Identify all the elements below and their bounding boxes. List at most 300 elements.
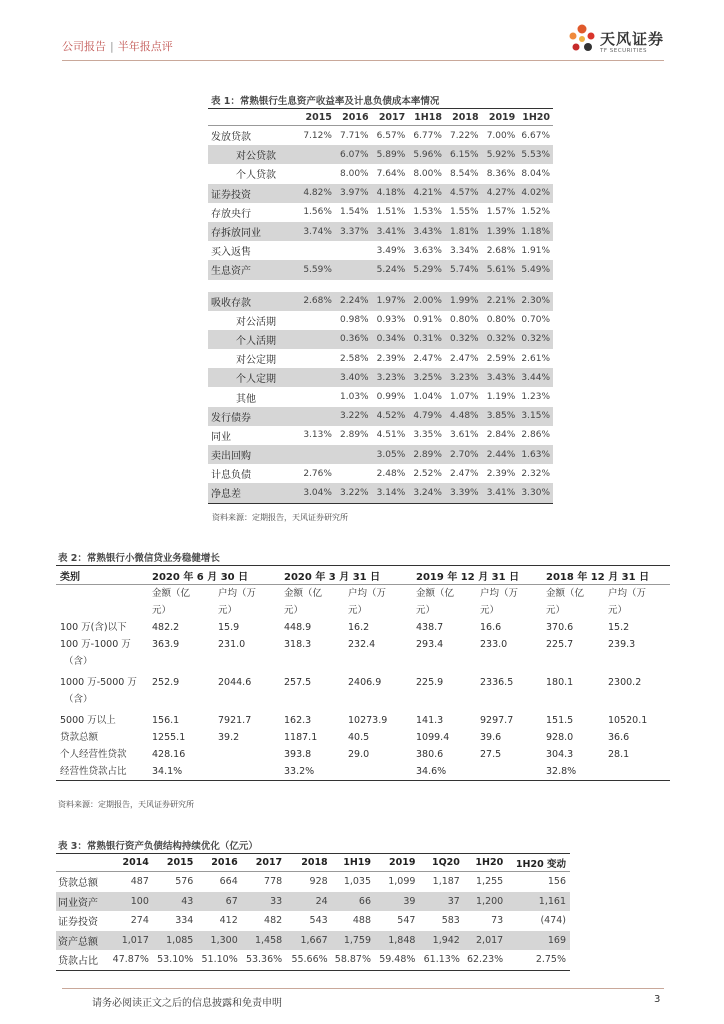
table1-row	[208, 145, 553, 164]
table1-cell: 2.89%	[408, 445, 445, 464]
table2-subheader-average	[214, 585, 280, 620]
table3-cell: 274	[130, 915, 149, 927]
table1-cell: 2.59%	[486, 353, 516, 364]
table1-cell	[298, 387, 335, 406]
table1-row	[208, 184, 553, 203]
table3-cell: 51.10%	[197, 950, 241, 970]
table1-cell: 1.07%	[450, 392, 479, 403]
table3-row	[56, 911, 570, 931]
table3-cell: 1,300	[197, 931, 241, 951]
table2-period-header: 2019 年 12 月 31 日	[412, 566, 542, 585]
table1-cell: 3.04%	[298, 483, 335, 503]
table3-col-header: 2019	[375, 854, 419, 872]
table1-cell: 1.91%	[521, 245, 550, 256]
table1-cell: 4.79%	[408, 407, 445, 426]
table1-cell: 4.52%	[372, 407, 409, 426]
table3-col-header: 2014	[111, 854, 153, 872]
table1-cell: 1.51%	[376, 207, 406, 218]
table1-col-header: 2019	[482, 109, 519, 126]
table1-cell: 3.41%	[372, 222, 409, 241]
table2-sub-amount-line2: 元）	[546, 605, 566, 616]
table1-row-label: 对公定期	[236, 355, 276, 367]
table2-subheader-average	[476, 585, 542, 620]
table3-cell: 576	[175, 876, 194, 888]
table2-cell: 304.3	[546, 749, 574, 760]
table1-cell: 4.57%	[445, 184, 482, 203]
table3-cell: 2,017	[464, 931, 507, 951]
table3-row	[56, 931, 570, 951]
table3-row	[56, 892, 570, 912]
table1-cell: 3.14%	[372, 483, 409, 503]
table1-cell: 1.57%	[486, 207, 516, 218]
table1-cell: 2.47%	[450, 353, 479, 364]
table1-row	[208, 311, 553, 330]
table2-sub-average-line2: 元）	[608, 605, 628, 616]
table1-cell: 2.47%	[450, 468, 479, 479]
table1-cell: 3.63%	[413, 245, 442, 256]
table1-row-label: 对公活期	[236, 316, 276, 328]
table2-cell: 151.5	[546, 715, 574, 726]
table2-cell: 363.9	[152, 639, 180, 650]
table1-cell: 8.36%	[486, 168, 516, 179]
table3-cell: 778	[264, 876, 283, 888]
table2-sub-average-line1: 户均（万	[348, 588, 387, 599]
table1-col-header: 2017	[372, 109, 409, 126]
table1-cell: 2.44%	[482, 445, 519, 464]
table2-row	[56, 763, 670, 781]
table3-cell: 1,085	[153, 931, 197, 951]
table2-sub-average-line1: 户均（万	[608, 588, 647, 599]
table3-cell: 1,458	[242, 931, 286, 951]
table1-cell: 1.54%	[340, 207, 369, 218]
table2-cell: 482.2	[152, 622, 180, 633]
table2-row	[56, 636, 670, 674]
table2-row-label	[56, 674, 148, 712]
table1-cell: 2.61%	[521, 353, 550, 364]
table2-row	[56, 674, 670, 712]
table1-row	[208, 260, 553, 279]
table2-cell: 36.6	[608, 732, 630, 743]
table3-cell: 43	[153, 892, 197, 912]
table2-sub-average-line2: 元）	[218, 605, 238, 616]
table2-sub-amount-line1: 金额（亿	[152, 588, 191, 599]
table1-cell: 7.12%	[303, 130, 332, 141]
table2-sub-amount-line1: 金额（亿	[546, 588, 585, 599]
table3-row-label: 贷款占比	[56, 950, 111, 970]
table1-yield-cost	[208, 108, 553, 504]
table1-cell: 0.32%	[445, 330, 482, 349]
table2-cell	[214, 746, 280, 763]
table2-cell: 156.1	[152, 715, 180, 726]
table3-cell: 53.36%	[242, 950, 286, 970]
table3-col-header: 2018	[286, 854, 332, 872]
table1-row-label: 计息负债	[211, 470, 251, 482]
table2-row	[56, 746, 670, 763]
table2-cell: 232.4	[348, 639, 376, 650]
table1-cell: 0.91%	[413, 315, 442, 326]
table3-cell: 1,200	[464, 892, 507, 912]
table1-row	[208, 330, 553, 349]
table1-cell: 1.23%	[521, 392, 550, 403]
table1-cell: 2.76%	[303, 468, 332, 479]
table2-row	[56, 712, 670, 729]
table3-cell: 61.13%	[419, 950, 463, 970]
table2-caption: 表 2：常熟银行小微信贷业务稳健增长	[58, 553, 220, 564]
table3-col-header: 2015	[153, 854, 197, 872]
table1-cell	[335, 464, 372, 483]
report-subtype: 半年报点评	[117, 40, 173, 53]
table3-cell: 1,848	[375, 931, 419, 951]
table3-cell: 53.10%	[153, 950, 197, 970]
table3-cell: 156	[547, 876, 566, 888]
table3-cell: 1,161	[507, 892, 570, 912]
table1-col-header: 2016	[335, 109, 372, 126]
table1-cell: 6.57%	[376, 130, 406, 141]
table1-cell: 5.92%	[482, 145, 519, 164]
table2-cell: 438.7	[416, 622, 444, 633]
table1-cell	[298, 368, 335, 387]
table1-cell: 1.55%	[450, 207, 479, 218]
table1-group-gap	[208, 280, 553, 292]
table1-row-label: 其他	[236, 393, 256, 405]
table1-cell: 4.82%	[298, 184, 335, 203]
table3-row-label: 贷款总额	[58, 878, 98, 890]
table1-row-label: 证券投资	[208, 184, 298, 203]
table2-row-label-line1: 100 万-1000 万	[60, 639, 131, 650]
table1-cell: 5.24%	[372, 260, 409, 279]
table1-cell: 7.22%	[450, 130, 479, 141]
table1-row-label: 净息差	[208, 483, 298, 503]
table1-row-label: 个人贷款	[236, 170, 276, 182]
table1-cell	[298, 445, 335, 464]
table1-cell: 0.36%	[335, 330, 372, 349]
table2-period-header: 2020 年 3 月 31 日	[280, 566, 412, 585]
table2-subheader-amount	[412, 585, 476, 620]
brand-name-en: TF SECURITIES	[600, 48, 647, 54]
table2-cell: 370.6	[546, 622, 574, 633]
table3-cell: 487	[130, 876, 149, 888]
table1-cell	[335, 241, 372, 260]
table1-cell	[298, 407, 335, 426]
table1-cell: 1.81%	[445, 222, 482, 241]
table1-row	[208, 222, 553, 241]
table2-cell: 28.1	[608, 749, 630, 760]
table1-cell	[335, 445, 372, 464]
table2-cell: 1255.1	[152, 732, 186, 743]
table1-cell: 7.71%	[340, 130, 369, 141]
table3-col-header: 1H20 变动	[507, 854, 570, 872]
table1-row-label: 吸收存款	[208, 292, 298, 311]
table3-cell: 33	[242, 892, 286, 912]
table1-cell: 2.47%	[413, 353, 442, 364]
table1-row-label: 存拆放同业	[208, 222, 298, 241]
table1-row	[208, 407, 553, 426]
table1-cell: 4.18%	[372, 184, 409, 203]
table2-sub-average-line2: 元）	[348, 605, 368, 616]
table3-cell: 73	[491, 915, 504, 927]
table1-cell: 3.22%	[335, 407, 372, 426]
table1-cell	[335, 260, 372, 279]
table1-row	[208, 387, 553, 406]
table3-cell: 62.23%	[464, 950, 507, 970]
table2-sub-average-line2: 元）	[480, 605, 500, 616]
table2-cell: 252.9	[152, 677, 180, 688]
table3-row-label: 资产总额	[56, 931, 111, 951]
table3-cell: 1,255	[476, 876, 504, 888]
table2-sub-average-line1: 户均（万	[480, 588, 519, 599]
table1-cell: 5.89%	[372, 145, 409, 164]
table2-sub-amount-line1: 金额（亿	[416, 588, 455, 599]
table1-cell: 1.18%	[518, 222, 553, 241]
table2-subheader-blank	[56, 585, 148, 620]
table1-cell: 2.70%	[445, 445, 482, 464]
table1-row	[208, 464, 553, 483]
table1-cell	[298, 349, 335, 368]
table3-cell: 1,017	[111, 931, 153, 951]
table1-cell: 1.03%	[340, 392, 369, 403]
table1-cell: 2.32%	[521, 468, 550, 479]
table3-balance-sheet	[56, 853, 570, 971]
table2-cell: 225.7	[546, 639, 574, 650]
table2-subheader-amount	[542, 585, 604, 620]
table3-row	[56, 950, 570, 970]
table1-cell: 2.48%	[376, 468, 406, 479]
table1-cell: 2.86%	[521, 430, 550, 441]
table1-cell: 3.41%	[482, 483, 519, 503]
table1-row	[208, 483, 553, 503]
table1-cell: 0.93%	[376, 315, 406, 326]
table3-caption: 表 3：常熟银行资产负债结构持续优化（亿元）	[58, 841, 258, 852]
table2-row-label-line1: 个人经营性贷款	[60, 749, 127, 760]
table2-cell: 1099.4	[416, 732, 450, 743]
table3-cell: 47.87%	[111, 950, 153, 970]
table3-row-label: 证券投资	[58, 917, 98, 929]
table1-cell: 2.68%	[486, 245, 516, 256]
breadcrumb-separator: |	[110, 40, 114, 53]
table2-cell: 393.8	[284, 749, 312, 760]
table1-cell: 1.19%	[486, 392, 516, 403]
table2-col-category: 类别	[56, 566, 148, 585]
table1-row-label: 存放央行	[211, 208, 251, 220]
table2-cell	[604, 763, 670, 781]
table2-cell: 9297.7	[480, 715, 514, 726]
table3-col-header: 1Q20	[419, 854, 463, 872]
table2-cell: 239.3	[608, 639, 636, 650]
table1-cell: 0.32%	[482, 330, 519, 349]
table2-sub-amount-line2: 元）	[416, 605, 436, 616]
table1-cell: 3.25%	[408, 368, 445, 387]
table3-cell: 24	[286, 892, 332, 912]
table2-row	[56, 619, 670, 636]
table2-cell: 2336.5	[480, 677, 514, 688]
table2-cell: 1187.1	[284, 732, 318, 743]
table2-cell: 2044.6	[218, 677, 252, 688]
table2-cell: 27.5	[480, 749, 502, 760]
table2-cell: 34.1%	[148, 763, 214, 781]
table2-row-label-line1: 100 万(含)以下	[60, 622, 127, 633]
table1-row-label: 买入返售	[211, 247, 251, 259]
table1-row	[208, 164, 553, 183]
table3-cell: 543	[309, 915, 328, 927]
table1-cell: 3.61%	[450, 430, 479, 441]
table1-cell: 2.24%	[335, 292, 372, 311]
table1-row-label: 发行债券	[208, 407, 298, 426]
table2-row-label	[56, 729, 148, 746]
table2-period-header: 2018 年 12 月 31 日	[542, 566, 670, 585]
table1-cell: 3.30%	[518, 483, 553, 503]
header-divider	[62, 60, 664, 61]
table3-col-header	[56, 854, 111, 872]
table1-cell: 2.30%	[518, 292, 553, 311]
table2-cell: 293.4	[416, 639, 444, 650]
table2-subheader-average	[604, 585, 670, 620]
table3-cell: 2.75%	[507, 950, 570, 970]
table1-cell: 4.51%	[376, 430, 406, 441]
table1-cell: 3.43%	[482, 368, 519, 387]
table3-cell: 547	[397, 915, 416, 927]
table1-cell: 4.02%	[518, 184, 553, 203]
table2-cell: 2406.9	[348, 677, 382, 688]
table1-row	[208, 241, 553, 260]
table1-cell	[298, 330, 335, 349]
table3-cell: 39	[375, 892, 419, 912]
table2-cell: 162.3	[284, 715, 312, 726]
table3-cell: 1,099	[388, 876, 416, 888]
table3-row	[56, 872, 570, 892]
table1-cell: 3.40%	[335, 368, 372, 387]
table1-cell: 3.44%	[518, 368, 553, 387]
table2-cell: 141.3	[416, 715, 444, 726]
table1-cell	[298, 145, 335, 164]
table3-col-header: 1H20	[464, 854, 507, 872]
page-number: 3	[654, 994, 661, 1005]
table2-row-label	[56, 746, 148, 763]
table1-cell: 3.22%	[335, 483, 372, 503]
report-breadcrumb	[62, 38, 173, 54]
table3-cell: 1,942	[419, 931, 463, 951]
table3-cell: 59.48%	[375, 950, 419, 970]
table3-cell: 1,035	[343, 876, 372, 888]
table1-row-label: 个人活期	[208, 330, 298, 349]
table2-cell: 32.8%	[542, 763, 604, 781]
table2-sub-amount-line2: 元）	[284, 605, 304, 616]
table1-cell: 2.39%	[376, 353, 406, 364]
table1-caption: 表 1：常熟银行生息资产收益率及计息负债成本率情况	[211, 96, 440, 107]
footer-divider	[62, 988, 664, 989]
table1-cell: 0.80%	[450, 315, 479, 326]
table2-subheader-amount	[280, 585, 344, 620]
table1-cell: 0.31%	[408, 330, 445, 349]
table1-cell: 3.39%	[445, 483, 482, 503]
table2-sub-average-line1: 户均（万	[218, 588, 257, 599]
table1-col-header: 2018	[445, 109, 482, 126]
table1-cell: 5.29%	[408, 260, 445, 279]
table3-cell: 37	[419, 892, 463, 912]
table1-cell: 2.21%	[482, 292, 519, 311]
table2-cell: 2300.2	[608, 677, 642, 688]
table1-cell: 2.39%	[486, 468, 516, 479]
table1-cell: 3.43%	[408, 222, 445, 241]
table2-cell: 7921.7	[218, 715, 252, 726]
table3-col-header: 1H19	[332, 854, 375, 872]
table1-cell: 3.13%	[303, 430, 332, 441]
table1-cell: 5.74%	[445, 260, 482, 279]
table3-cell: 928	[309, 876, 328, 888]
table3-cell: (474)	[540, 915, 566, 927]
table2-subheader-amount	[148, 585, 214, 620]
table1-cell: 3.24%	[408, 483, 445, 503]
table2-cell: 39.2	[218, 732, 240, 743]
table1-row	[208, 426, 553, 445]
table1-cell: 1.97%	[372, 292, 409, 311]
table1-cell: 3.05%	[372, 445, 409, 464]
table1-cell: 8.04%	[521, 168, 550, 179]
table1-cell: 1.52%	[521, 207, 550, 218]
table2-subheader-row	[56, 585, 670, 620]
table2-row-label	[56, 763, 148, 781]
table2-cell: 318.3	[284, 639, 312, 650]
table2-row-label-line2: （含）	[64, 694, 93, 705]
table1-cell	[298, 241, 335, 260]
table1-cell: 3.15%	[518, 407, 553, 426]
table1-row-label: 卖出回购	[208, 445, 298, 464]
table1-row-label: 发放贷款	[211, 132, 251, 144]
table1-row-label: 同业	[211, 431, 231, 443]
table3-cell: 1,187	[432, 876, 460, 888]
table2-cell: 380.6	[416, 749, 444, 760]
table1-row-label: 对公贷款	[208, 145, 298, 164]
table3-cell: 169	[507, 931, 570, 951]
table1-cell: 8.00%	[340, 168, 369, 179]
table1-cell	[298, 164, 335, 183]
table1-cell: 5.53%	[518, 145, 553, 164]
table2-cell	[476, 763, 542, 781]
table2-source: 资料来源：定期报告，天风证券研究所	[58, 800, 194, 809]
table1-cell: 3.85%	[482, 407, 519, 426]
table2-sub-amount-line2: 元）	[152, 605, 172, 616]
table1-col-header: 2015	[298, 109, 335, 126]
table1-cell: 1.53%	[413, 207, 442, 218]
table3-cell: 100	[111, 892, 153, 912]
table2-row-label-line1: 贷款总额	[60, 732, 99, 743]
table1-cell: 6.67%	[521, 130, 550, 141]
table2-cell: 928.0	[546, 732, 574, 743]
table1-cell: 1.39%	[482, 222, 519, 241]
table1-cell: 5.49%	[518, 260, 553, 279]
table3-cell: 66	[332, 892, 375, 912]
table1-cell: 1.99%	[445, 292, 482, 311]
table1-cell: 1.56%	[303, 207, 332, 218]
table1-cell: 2.89%	[340, 430, 369, 441]
table2-cell: 34.6%	[412, 763, 476, 781]
table2-row-label	[56, 619, 148, 636]
table1-cell: 3.97%	[335, 184, 372, 203]
table1-source: 资料来源：定期报告，天风证券研究所	[212, 513, 348, 522]
table1-col-header: 1H20	[518, 109, 553, 126]
table1-cell: 0.32%	[518, 330, 553, 349]
table3-cell: 58.87%	[332, 950, 375, 970]
footer-disclaimer: 请务必阅读正文之后的信息披露和免责申明	[92, 998, 282, 1009]
table2-cell: 33.2%	[280, 763, 344, 781]
brand-name: 天风证券	[600, 30, 665, 48]
table2-row-label-line1: 5000 万以上	[60, 715, 116, 726]
table1-cell: 3.37%	[335, 222, 372, 241]
table1-cell: 2.58%	[340, 353, 369, 364]
table2-cell: 180.1	[546, 677, 574, 688]
table3-cell: 482	[264, 915, 283, 927]
table2-cell: 428.16	[152, 749, 186, 760]
table2-cell: 10520.1	[608, 715, 648, 726]
